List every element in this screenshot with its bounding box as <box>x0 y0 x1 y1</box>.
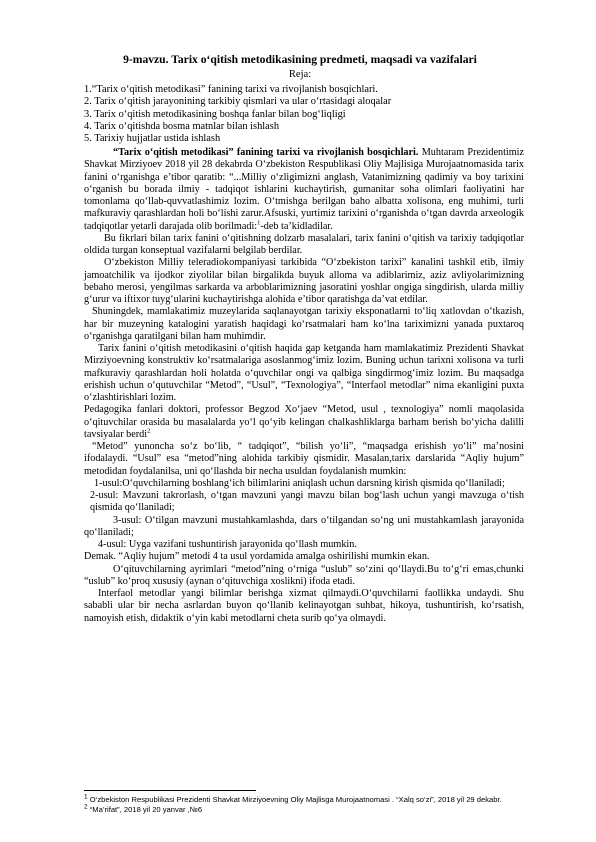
paragraph <box>84 404 524 441</box>
usul-item: 4-usul: Uyga vazifani tushuntirish jarayonida qo‘llash mumkin. <box>98 539 357 550</box>
footnote <box>84 795 524 805</box>
paragraph: Shuningdek, mamlakatimiz muzeylarida saqlanayotgan tarixiy eksponatlarni to‘liq xatlovdan o‘tkazish, har bir muzeyning katalogini yaratish haqidagi ko‘rsatmalari ham ko‘lna tariximizni yanada puxtaroq o‘rganishga qaratilgani bilan ham muhimdir. <box>84 306 524 342</box>
plan-item: 3. Tarix o‘qitish metodikasining boshqa fanlar bilan bog‘liqligi <box>84 108 346 120</box>
paragraph-text: Pedagogika fanlari doktori, professor Begzod Xo‘jaev “Metod, usul , texnologiya” nomli maqolasida o‘qituvchilar orasida bu masalalarda yo‘l qo‘yib kelingan chalkashliklarga barham berish bo‘yicha dalilli tavsiyalar berdi <box>84 404 524 440</box>
paragraph: Demak. “Aqliy hujum” metodi 4 ta usul yordamida amalga oshirilishi mumkin ekan. <box>84 551 430 563</box>
plan-label: Reja: <box>288 69 312 80</box>
footnote-number: 1 <box>84 793 88 801</box>
plan-item: 4. Tarix o‘qitishda bosma matnlar bilan ishlash <box>84 120 280 132</box>
paragraph: “Metod” yunoncha so‘z bo‘lib, “ tadqiqot”, “bilish yo‘li”, “maqsadga erishish yo‘li” ma’nosini ifodalaydi. “Usul” esa “metod”ning alohida tarkibiy qismidir. Masalan,tarix darslarida “Aqliy hujum” metodidan foydalanilsa, uni qo‘llashda bir necha usuldan foydalanish mumkin: <box>84 441 524 477</box>
usul-item: 2-usul: Mavzuni takrorlash, o‘tgan mavzuni yangi mavzu bilan bog‘lash uchun yangi mavzuga o‘tish qismida qo‘llaniladi; <box>90 490 524 514</box>
paragraph-intro <box>84 147 524 233</box>
footnote-separator <box>84 790 256 791</box>
plan-list <box>84 84 524 145</box>
usul-item: 3-usul: O‘tilgan mavzuni mustahkamlashda, dars o‘tilgandan so‘ng uni mustahkamlash jarayonida qo‘llaniladi; <box>84 514 524 538</box>
paragraph: Interfaol metodlar yangi bilimlar berishga xizmat qilmaydi.O‘quvchilarni faollikka undaydi. Shu sababli ular bir necha asrlardan buyon qo‘llanib kelinayotgan suhbat, hikoya, tushuntirish, ko‘rsatish, namoyish etish, didaktik o‘yin kabi metodlarni cheta surib qo‘ya olmaydi. <box>84 588 524 624</box>
plan-item: 1.“Tarix o‘qitish metodikasi” fanining tarixi va rivojlanish bosqichlari. <box>84 84 378 95</box>
footnote-text: “Ma’rifat”, 2018 yil 20 yanvar ,№6 <box>87 805 203 814</box>
plan-item: 2. Tarix o‘qitish jarayonining tarkibiy qismlari va ular o‘rtasidagi aloqalar <box>84 96 392 108</box>
usul-item: 1-usul:O‘quvchilarning boshlang‘ich bilimlarini aniqlash uchun darsning kirish qismida qo‘llaniladi; <box>94 477 505 489</box>
document-title: 9-mavzu. Tarix o‘qitish metodikasining predmeti, maqsadi va vazifalari <box>123 53 477 66</box>
paragraph: O‘qituvchilarning ayrimlari “metod”ning o‘rniga “uslub” so‘zini qo‘llaydi.Bu to‘g‘ri emas,chunki “uslub” ko‘proq xususiy (aynan o‘qituvchiga xoslikni) ifoda etadi. <box>84 563 524 587</box>
footnote <box>84 805 524 815</box>
section-heading: “Tarix o‘qitish metodikasi” fanining tarixi va rivojlanish bosqichlari. <box>113 147 419 158</box>
paragraph: O‘zbekiston Milliy teleradiokompaniyasi tarkibida “O‘zbekiston tarixi” kanalini tashkil etib, ilmiy jamoatchilik va ijodkor ziyolilar bilan birgalikda buyuk alloma va adiblarimiz, aziz avliyolarimizning bebaho merosi, yengilmas sarkarda va arboblarimizning jasoratini yoshlar ongiga singdirish, ularda milliy g‘urur va iftixor tuyg‘ularini kuchaytirishga alohida e’tibor qaratishga da’vat etdilar. <box>84 257 524 305</box>
paragraph-text: -deb ta’kidladilar. <box>260 220 333 232</box>
footnote-ref: 1 <box>257 219 261 227</box>
paragraph: Tarix fanini o‘qitish metodikasini o‘qitish haqida gap ketganda ham mamlakatimiz Prezidenti Shavkat Mirziyoevning konstruktiv ko‘rsatmalariga asoslanmog‘imiz lozim. Buning uchun tarixni xolisona va turli mafkuraviy qarashlardan holi holatda o‘quvchilar ongi va qalbiga singdirmog‘imiz lozim. Bu maqsadga erishish uchun o‘qutuvchilar “Metod”, “Usul”, “Texnologiya”, “Interfaol metodlar” nima ekanligini puxta o‘zlashtirishlari lozim. <box>84 343 524 403</box>
footnotes <box>84 795 524 815</box>
footnote-ref: 2 <box>147 427 151 435</box>
footnote-number: 2 <box>84 803 88 811</box>
plan-item: 5. Tarixiy hujjatlar ustida ishlash <box>84 133 221 145</box>
footnote-text: O‘zbekiston Respublikasi Prezidenti Shavkat Mirziyoevning Oliy Majlisga Murojaatnomasi . “Xalq so‘zi”, 2018 yil 29 dekabr. <box>87 795 502 804</box>
paragraph: Bu fikrlari bilan tarix fanini o‘qitishning dolzarb masalalari, tarix fanini o‘qitish va tarixiy tadqiqotlar oldida turgan konseptual vazifalarni belgilab berdilar. <box>84 232 524 256</box>
document-body <box>84 147 524 625</box>
paragraph-text: Muhtaram Prezidentimiz Shavkat Mirziyoev 2018 yil 28 dekabrda O‘zbekiston Respublikasi Oliy Majlisiga Murojaatnomasida tarix fanini o‘rganishga e’tibor qaratib: “...Milliy o‘zligimizni anglash, Vatanimizning qadimiy va boy tarixini o‘rganish bu borada ilmiy - tadqiqot ishlarini kuchaytirish, gumanitar soha olimlari faoliyatini har tomonlama qo‘llab-quvvatlashimiz lozim. O‘tmishga berilgan baho albatta xolisona, eng muhimi, turli mafkuraviy qarashlardan holi bo‘lishi zarur.Afsuski, yurtimiz tarixini o‘rganishda o‘tgan davrda arxeologik tadqiqotlar yetarli darajada olib borilmadi: <box>84 147 525 232</box>
